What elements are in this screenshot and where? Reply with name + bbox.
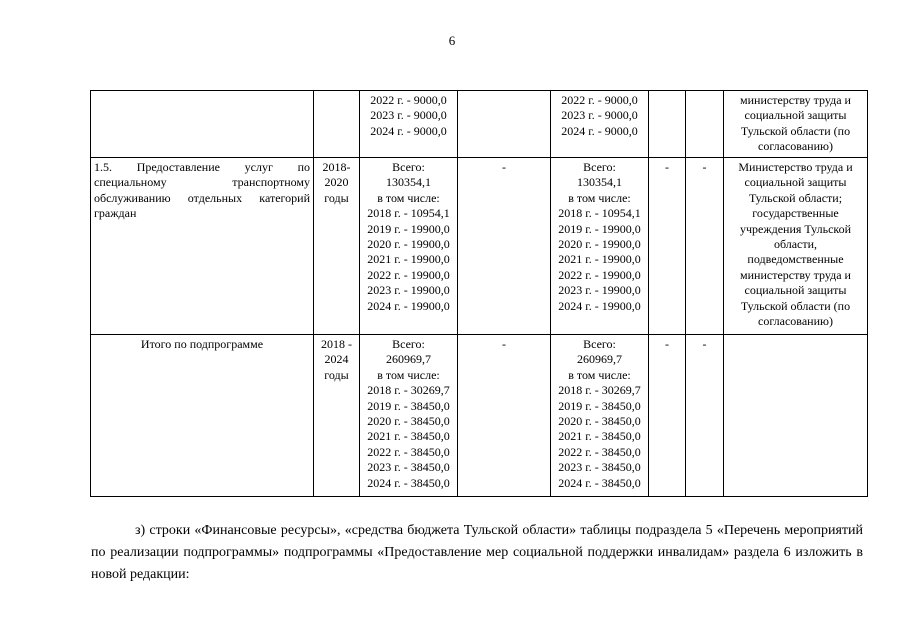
extrabudgetary-cell — [686, 335, 724, 497]
cell-line: министерству труда и — [740, 267, 851, 282]
cell-line: годы — [324, 190, 349, 205]
executor-cell — [724, 158, 868, 335]
cell-line: 2022 г. - 9000,0 — [561, 93, 638, 107]
measure-name-cell — [91, 91, 314, 158]
cell-line: Тульской области (по — [740, 298, 851, 313]
cell-line: Министерство труда и — [738, 160, 853, 174]
cell-line: 2020 г. - 38450,0 — [367, 414, 450, 429]
cell-line: 2022 г. - 19900,0 — [367, 267, 450, 282]
cell-line: 2024 — [324, 352, 349, 367]
cell-line: 2022 г. - 38450,0 — [367, 444, 450, 459]
cell-line: годы — [324, 367, 349, 382]
cell-line: 2023 г. - 9000,0 — [370, 108, 447, 123]
cell-line: 2024 г. - 9000,0 — [561, 123, 638, 138]
cell-line: 2021 г. - 19900,0 — [558, 252, 641, 267]
cell-line: 2018 г. - 30269,7 — [367, 383, 450, 398]
cell-line: 2018 г. - 10954,1 — [558, 206, 641, 221]
cell-line: согласованию) — [758, 139, 833, 154]
cell-line: граждан — [94, 206, 137, 221]
measure-name-cell — [91, 158, 314, 335]
total-amount-cell — [360, 158, 458, 335]
extrabudgetary-cell — [686, 91, 724, 158]
cell-line: 2018 г. - 10954,1 — [367, 206, 450, 221]
measures-table — [90, 90, 868, 497]
cell-line: специальному транспортному — [94, 175, 310, 190]
cell-line: Тульской области (по — [740, 123, 851, 138]
cell-line: учреждения Тульской — [739, 221, 852, 236]
cell-line: 1.5. Предоставление услуг по — [94, 160, 310, 174]
cell-line: 2021 г. - 19900,0 — [367, 252, 450, 267]
cell-line: министерству труда и — [740, 93, 851, 107]
cell-line: 2022 г. - 19900,0 — [558, 267, 641, 282]
municipal-budget-cell — [649, 335, 686, 497]
table-body — [91, 91, 868, 497]
cell-line: области, — [773, 237, 818, 252]
federal-budget-value: - — [502, 337, 506, 351]
cell-line: 2023 г. - 38450,0 — [367, 460, 450, 475]
cell-line: Всего: — [392, 337, 425, 351]
federal-budget-value: - — [502, 160, 506, 174]
municipal-budget-cell — [649, 158, 686, 335]
cell-line: 260969,7 — [577, 352, 622, 367]
cell-line: 2021 г. - 38450,0 — [558, 429, 641, 444]
total-amount-cell — [360, 91, 458, 158]
cell-line: 2020 г. - 38450,0 — [558, 414, 641, 429]
executor-cell — [724, 335, 868, 497]
cell-line: государственные — [752, 206, 839, 221]
executor-cell — [724, 91, 868, 158]
cell-line: 2024 г. - 9000,0 — [370, 123, 447, 138]
cell-line: социальной защиты — [744, 175, 847, 190]
cell-line: 2022 г. - 9000,0 — [370, 93, 447, 107]
table-row — [91, 91, 868, 158]
municipal-budget-cell — [649, 91, 686, 158]
cell-line: 2023 г. - 9000,0 — [561, 108, 638, 123]
cell-line: 2019 г. - 38450,0 — [367, 398, 450, 413]
cell-line: 2022 г. - 38450,0 — [558, 444, 641, 459]
regional-budget-cell — [551, 158, 649, 335]
cell-line: Всего: — [583, 337, 616, 351]
cell-line: в том числе: — [568, 367, 631, 382]
regional-budget-cell — [551, 335, 649, 497]
extrabudgetary-value: - — [702, 160, 707, 174]
cell-line: в том числе: — [568, 190, 631, 205]
cell-line: Итого по подпрограмме — [140, 337, 264, 351]
federal-budget-cell — [458, 91, 551, 158]
cell-line: 2019 г. - 38450,0 — [558, 398, 641, 413]
period-cell — [314, 91, 360, 158]
cell-line: социальной защиты — [744, 283, 847, 298]
extrabudgetary-value: - — [702, 337, 707, 351]
table-row — [91, 158, 868, 335]
measure-name-cell — [91, 335, 314, 497]
cell-line: 2019 г. - 19900,0 — [558, 221, 641, 236]
cell-line: 2024 г. - 38450,0 — [367, 475, 450, 490]
table-row — [91, 335, 868, 497]
cell-line: в том числе: — [377, 367, 440, 382]
cell-line: в том числе: — [377, 190, 440, 205]
cell-line: 260969,7 — [386, 352, 431, 367]
body-paragraph — [91, 520, 863, 586]
cell-line: социальной защиты — [744, 108, 847, 123]
paragraph-text: з) строки «Финансовые ресурсы», «средства бюджета Тульской области» таблицы подраздела 5 «Перечень мероприятий по реализации подпрограммы» подпрограммы «Предоставление мер социальной поддержки инвалидам» раздела 6 изложить в новой редакции: — [91, 523, 863, 582]
cell-line: подведомственные — [747, 252, 844, 267]
cell-line: 2023 г. - 19900,0 — [558, 283, 641, 298]
extrabudgetary-cell — [686, 158, 724, 335]
page-number: 6 — [448, 33, 456, 48]
municipal-budget-value: - — [665, 337, 669, 351]
cell-line: обслуживанию отдельных категорий — [94, 190, 310, 205]
federal-budget-cell — [458, 158, 551, 335]
regional-budget-cell — [551, 91, 649, 158]
cell-line: Всего: — [392, 160, 425, 174]
cell-line: 130354,1 — [386, 175, 431, 190]
cell-line: 2021 г. - 38450,0 — [367, 429, 450, 444]
cell-line: Тульской области; — [748, 190, 843, 205]
total-amount-cell — [360, 335, 458, 497]
cell-line: 2024 г. - 38450,0 — [558, 475, 641, 490]
cell-line: 2020 г. - 19900,0 — [367, 237, 450, 252]
cell-line: 2018 г. - 30269,7 — [558, 383, 641, 398]
cell-line: 2024 г. - 19900,0 — [558, 298, 641, 313]
cell-line: 2023 г. - 38450,0 — [558, 460, 641, 475]
cell-line: 130354,1 — [577, 175, 622, 190]
cell-line: 2019 г. - 19900,0 — [367, 221, 450, 236]
cell-line: Всего: — [583, 160, 616, 174]
municipal-budget-value: - — [665, 160, 669, 174]
cell-line: 2020 — [324, 175, 349, 190]
cell-line: 2018- — [322, 160, 351, 174]
cell-line: 2023 г. - 19900,0 — [367, 283, 450, 298]
cell-line: 2018 - — [321, 337, 352, 351]
period-cell — [314, 158, 360, 335]
cell-line: 2024 г. - 19900,0 — [367, 298, 450, 313]
cell-line: 2020 г. - 19900,0 — [558, 237, 641, 252]
federal-budget-cell — [458, 335, 551, 497]
period-cell — [314, 335, 360, 497]
cell-line: согласованию) — [758, 314, 833, 329]
